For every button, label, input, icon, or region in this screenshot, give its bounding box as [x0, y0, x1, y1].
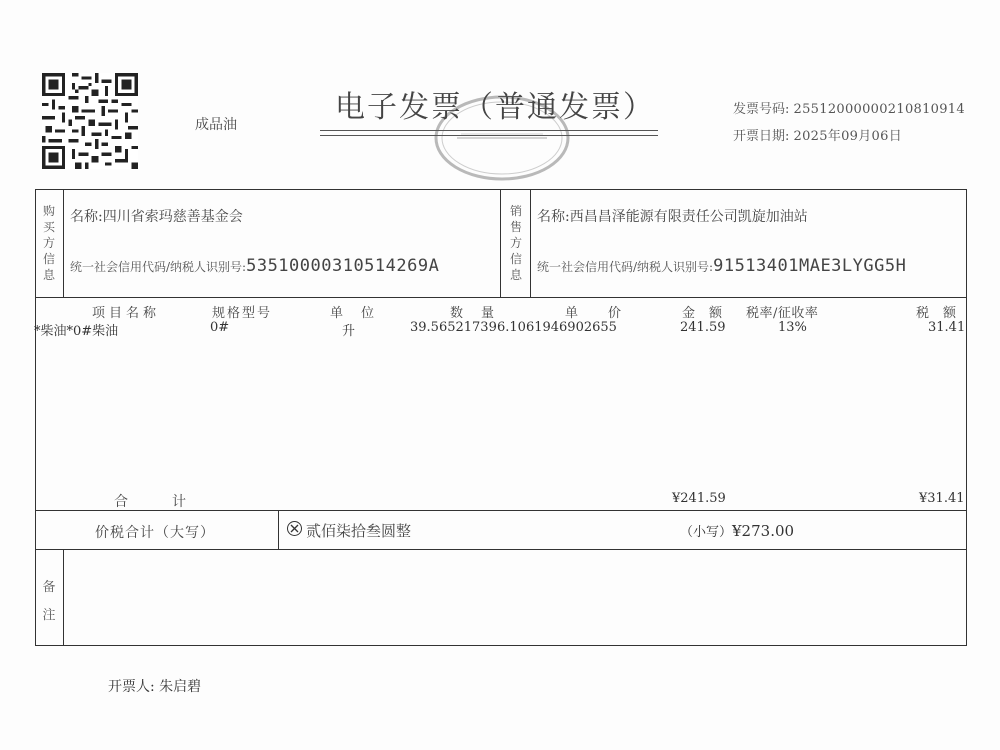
invoice-number-row [733, 98, 965, 117]
invoice-number-label: 发票号码: [733, 102, 790, 117]
header-qty: 数量 [450, 306, 513, 321]
buyer-label-divider [63, 189, 64, 297]
buyer-name: 四川省索玛慈善基金会 [102, 209, 243, 225]
total-amount: ¥241.59 [672, 491, 726, 506]
remarks-area [64, 550, 966, 645]
seller-taxid: 91513401MAE3LYGG5H [713, 256, 907, 276]
total-tax: ¥31.41 [919, 491, 965, 506]
seller-label-divider [530, 189, 531, 297]
qr-code-icon [42, 73, 138, 169]
seller-name-row [537, 206, 808, 226]
seller-side-label: 销 售 方 信 息 [509, 204, 522, 282]
invoice-date-label: 开票日期: [733, 129, 790, 144]
invoice-date-row [733, 125, 902, 144]
invoice-number: 25512000000210810914 [793, 102, 965, 117]
header-rate: 税率/征收率 [746, 306, 819, 321]
title-underline [320, 135, 658, 136]
header-spec: 规格型号 [212, 306, 273, 321]
grand-total-small-label: （小写） [680, 525, 733, 540]
buyer-side-label: 购 买 方 信 息 [42, 204, 55, 282]
buyer-name-label: 名称: [70, 209, 103, 225]
grand-total-divider-v [278, 510, 279, 549]
row-tax: 31.41 [928, 320, 966, 335]
remarks-side-label: 备 注 [42, 580, 56, 623]
invoice-category: 成品油 [195, 117, 237, 133]
cross-circle-icon [287, 521, 302, 536]
seller-taxid-row [537, 256, 906, 276]
seller-name: 西昌昌泽能源有限责任公司凯旋加油站 [569, 209, 808, 225]
row-price: 6.1061946902655 [497, 320, 617, 335]
issuer-row [108, 676, 201, 696]
invoice-title: 电子发票（普通发票） [335, 90, 655, 125]
buyer-taxid: 53510000310514269A [246, 256, 440, 276]
header-item: 项目名称 [92, 306, 161, 321]
grand-total-label: 价税合计（大写） [95, 525, 215, 541]
row-unit: 升 [342, 324, 356, 339]
issuer-name: 朱启碧 [159, 679, 202, 695]
row-item: *柴油*0#柴油 [34, 324, 119, 339]
party-divider [35, 297, 967, 298]
row-spec: 0# [210, 320, 230, 335]
row-qty: 39.56521739 [410, 320, 497, 335]
header-price: 单价 [565, 306, 652, 321]
row-rate: 13% [778, 320, 807, 335]
grand-total-small-value: ¥273.00 [732, 522, 795, 540]
header-amount: 金额 [682, 306, 737, 321]
party-middle-divider [500, 189, 501, 297]
buyer-taxid-label: 统一社会信用代码/纳税人识别号: [70, 260, 247, 274]
invoice-date: 2025年09月06日 [793, 129, 902, 144]
buyer-taxid-row [70, 256, 439, 276]
seller-name-label: 名称: [537, 209, 570, 225]
header-tax: 税额 [916, 306, 971, 321]
issuer-label: 开票人: [108, 679, 155, 695]
buyer-name-row [70, 206, 243, 226]
seller-taxid-label: 统一社会信用代码/纳税人识别号: [537, 260, 714, 274]
header-unit: 单位 [330, 306, 393, 321]
row-amount: 241.59 [680, 320, 726, 335]
title-underline [320, 130, 658, 131]
grand-total-words: 贰佰柒拾叁圆整 [306, 522, 412, 540]
total-label: 合计 [114, 494, 230, 510]
grand-total-small [680, 521, 794, 540]
